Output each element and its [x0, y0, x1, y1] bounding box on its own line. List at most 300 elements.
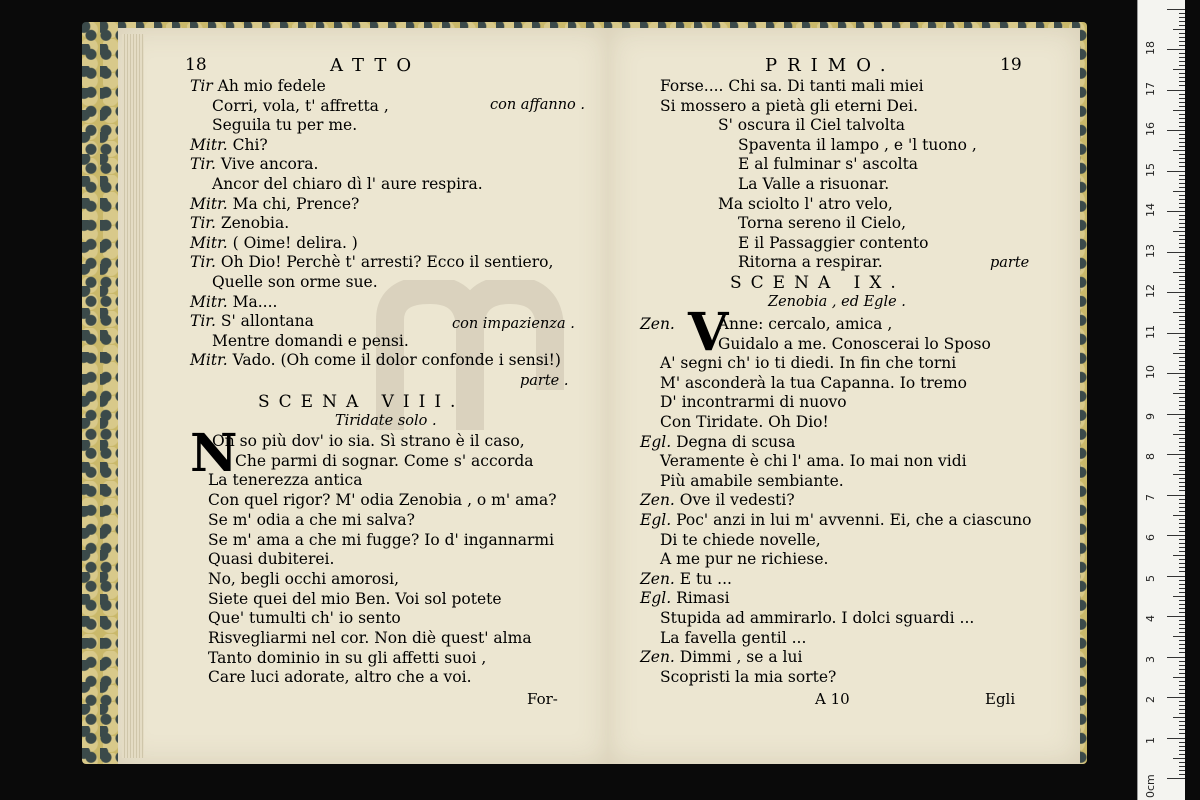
ruler-tick [1179, 377, 1185, 378]
ruler-tick [1167, 130, 1185, 131]
verse-line [190, 253, 553, 272]
ruler-tick [1179, 65, 1185, 66]
ruler-tick [1179, 774, 1185, 775]
ruler-tick [1179, 673, 1185, 674]
ruler-tick [1179, 175, 1185, 176]
ruler-tick [1179, 705, 1185, 706]
direction-parte: parte . [520, 373, 569, 389]
ruler-tick [1179, 418, 1185, 419]
ruler-tick [1179, 179, 1185, 180]
verse-line: S' oscura il Ciel talvolta [718, 116, 905, 135]
ruler-tick [1179, 199, 1185, 200]
ruler-tick [1179, 239, 1185, 240]
right-running-head: PRIMO. [765, 55, 896, 76]
ruler-tick [1179, 519, 1185, 520]
speaker-label: Mitr. [190, 292, 233, 311]
verse-line [660, 413, 829, 432]
ruler-tick [1167, 292, 1185, 293]
ruler-label: 18 [1144, 41, 1157, 55]
ruler-tick [1179, 733, 1185, 734]
ruler-tick [1167, 171, 1185, 172]
ruler-tick [1179, 689, 1185, 690]
ruler-tick [1179, 260, 1185, 261]
ruler-label: 1 [1144, 736, 1157, 744]
ruler-tick [1179, 701, 1185, 702]
ruler-tick [1167, 778, 1185, 779]
ruler-tick [1179, 328, 1185, 329]
verse-text: Degna di scusa [676, 432, 796, 451]
verse-text: Veramente è chi l' ama. Io mai non vidi [660, 452, 967, 471]
verse-text: Ove il vedesti? [679, 491, 795, 510]
ruler-tick [1179, 126, 1185, 127]
verse-line [640, 511, 1032, 530]
speaker-label: Mitr. [190, 135, 233, 154]
ruler-tick [1179, 308, 1185, 309]
ruler-label: 16 [1144, 122, 1157, 136]
verse-line: E al fulminar s' ascolta [738, 155, 919, 174]
ruler-tick [1179, 61, 1185, 62]
verse-text: Quelle son orme sue. [212, 273, 378, 291]
verse-line: Ma sciolto l' atro velo, [718, 194, 893, 213]
verse-line [190, 293, 277, 312]
ruler-tick [1179, 450, 1185, 451]
ruler-tick [1179, 106, 1185, 107]
verse-text: La favella gentil ... [660, 628, 807, 647]
verse-text: Seguila tu per me. [212, 116, 358, 135]
verse-text: Scopristi la mia sorte? [660, 667, 837, 686]
ruler-tick [1179, 458, 1185, 459]
ruler-label: 7 [1144, 493, 1157, 501]
ruler-label: 5 [1144, 574, 1157, 582]
ruler-tick [1179, 750, 1185, 751]
ruler-tick [1179, 138, 1185, 139]
ruler-tick [1179, 284, 1185, 285]
verse-line [212, 332, 409, 351]
speaker-label: Zen. [640, 315, 680, 333]
ruler-tick [1179, 118, 1185, 119]
ruler-tick [1179, 770, 1185, 771]
ruler-tick [1179, 567, 1185, 568]
ruler-tick [1179, 600, 1185, 601]
ruler-label: 14 [1144, 203, 1157, 217]
ruler-tick [1179, 462, 1185, 463]
speaker-label: Tir. [190, 214, 221, 233]
ruler-tick [1179, 547, 1185, 548]
ruler-tick [1179, 122, 1185, 123]
verse-line [190, 77, 326, 96]
verse-line: Care luci adorate, altro che a voi. [208, 668, 472, 687]
ruler-tick [1173, 150, 1185, 151]
verse-text: Con Tiridate. Oh Dio! [660, 413, 829, 431]
ruler-tick [1179, 503, 1185, 504]
verse-line [640, 433, 795, 452]
verse-line [190, 351, 561, 370]
ruler-tick [1179, 527, 1185, 528]
ruler-tick [1179, 490, 1185, 491]
verse-text: Guidalo a me. Conoscerai lo Sposo [718, 334, 991, 353]
ruler-tick [1179, 389, 1185, 390]
ruler-tick [1179, 345, 1185, 346]
ruler-tick [1179, 640, 1185, 641]
ruler-tick [1179, 73, 1185, 74]
ruler-tick [1173, 353, 1185, 354]
ruler-tick [1179, 754, 1185, 755]
ruler-tick [1179, 33, 1185, 34]
ruler-tick [1167, 211, 1185, 212]
verse-line [660, 452, 967, 471]
ruler-tick [1179, 588, 1185, 589]
verse-line [212, 116, 357, 135]
ruler-tick [1179, 742, 1185, 743]
ruler-tick [1179, 669, 1185, 670]
ruler-tick [1179, 146, 1185, 147]
ruler-label: 15 [1144, 162, 1157, 177]
ruler-tick [1179, 264, 1185, 265]
ruler-tick [1179, 276, 1185, 277]
right-catchword: Egli [985, 690, 1016, 708]
ruler-tick [1179, 422, 1185, 423]
ruler-tick [1173, 474, 1185, 475]
verse-line [640, 315, 892, 334]
speaker-label: Egl. [640, 432, 677, 451]
ruler-tick [1179, 709, 1185, 710]
left-running-head: ATTO [330, 55, 422, 76]
verse-text: Ma.... [232, 292, 278, 311]
direction-con-affanno: con affanno . [490, 97, 585, 113]
signature-mark: A 10 [815, 690, 850, 708]
speaker-label: Mitr. [190, 351, 233, 370]
ruler-tick [1179, 531, 1185, 532]
ruler-tick [1179, 685, 1185, 686]
verse-text: Vado. (Oh come il dolor confonde i sensi!) [232, 351, 561, 370]
verse-line [212, 175, 483, 194]
ruler-tick [1179, 539, 1185, 540]
ruler-tick [1179, 551, 1185, 552]
left-page-number: 18 [185, 55, 207, 75]
ruler-tick [1179, 77, 1185, 78]
verse-line [718, 335, 991, 354]
speaker-label: Tir. [190, 312, 221, 331]
ruler-tick [1179, 195, 1185, 196]
verse-line: Tanto dominio in su gli affetti suoi , [208, 648, 487, 667]
ruler-tick [1167, 49, 1185, 50]
ruler-tick [1179, 94, 1185, 95]
verse-line: La Valle a risuonar. [738, 175, 890, 193]
speaker-label: Mitr. [190, 194, 233, 213]
ruler-tick [1167, 576, 1185, 577]
ruler-tick [1179, 369, 1185, 370]
ruler-tick [1179, 304, 1185, 305]
ruler-tick [1179, 219, 1185, 220]
ruler-tick [1179, 166, 1185, 167]
ruler-tick [1179, 466, 1185, 467]
ruler-tick [1179, 316, 1185, 317]
verse-line [660, 609, 974, 628]
ruler-tick [1179, 45, 1185, 46]
ruler-tick [1179, 53, 1185, 54]
verse-line [640, 570, 732, 589]
ruler-tick [1173, 758, 1185, 759]
verse-line [660, 550, 828, 569]
ruler-tick [1179, 215, 1185, 216]
ruler-tick [1179, 438, 1185, 439]
verse-text: M' asconderà la tua Capanna. Io tremo [660, 373, 967, 392]
ruler-tick [1173, 717, 1185, 718]
speaker-label: Egl. [640, 511, 677, 529]
verse-text: Mentre domandi e pensi. [212, 331, 409, 350]
verse-line [660, 629, 806, 648]
verse-text: Ah mio fedele [217, 77, 326, 95]
ruler-label: 0cm [1144, 774, 1157, 798]
ruler-label: 12 [1144, 284, 1157, 298]
ruler-tick [1179, 17, 1185, 18]
ruler-tick [1179, 746, 1185, 747]
speaker-label: Zen. [640, 491, 680, 510]
ruler-tick [1179, 721, 1185, 722]
ruler-label: 13 [1144, 243, 1157, 258]
verse-line [212, 273, 378, 292]
ruler-tick [1179, 337, 1185, 338]
verse-line [660, 374, 967, 393]
speaker-label: Zen. [640, 569, 680, 588]
ruler-tick [1179, 381, 1185, 382]
ruler-tick [1167, 333, 1185, 334]
ruler-tick [1179, 235, 1185, 236]
ruler-tick [1179, 154, 1185, 155]
verse-line: Quasi dubiterei. [208, 550, 335, 569]
ruler-tick [1173, 677, 1185, 678]
verse-line [640, 648, 802, 667]
ruler-tick [1179, 612, 1185, 613]
ruler-tick [1173, 231, 1185, 232]
ruler-tick [1179, 142, 1185, 143]
ruler-tick [1179, 681, 1185, 682]
ruler-tick [1179, 203, 1185, 204]
ruler-tick [1179, 725, 1185, 726]
ruler-tick [1179, 357, 1185, 358]
ruler-tick [1167, 90, 1185, 91]
verse-line: On so più dov' io sia. Sì strano è il caso, [212, 432, 525, 450]
ruler-tick [1179, 608, 1185, 609]
ruler-tick [1173, 272, 1185, 273]
verse-line: Siete quei del mio Ben. Voi sol potete [208, 589, 502, 608]
ruler-tick [1179, 478, 1185, 479]
ruler-tick [1179, 632, 1185, 633]
ruler-tick [1173, 596, 1185, 597]
ruler-tick [1179, 134, 1185, 135]
left-catchword: For- [527, 690, 558, 708]
ruler-tick [1179, 426, 1185, 427]
speaker-label: Zen. [640, 648, 680, 667]
verse-line: No, begli occhi amorosi, [208, 569, 400, 588]
ruler-label: 2 [1144, 696, 1157, 703]
ruler-tick [1173, 191, 1185, 192]
ruler-tick [1167, 738, 1185, 739]
ruler-tick [1179, 624, 1185, 625]
ruler-label: 9 [1144, 412, 1157, 420]
verse-line [190, 155, 318, 174]
ruler-tick [1179, 442, 1185, 443]
verse-text: Ancor del chiaro dì l' aure respira. [212, 175, 483, 193]
ruler-tick [1179, 85, 1185, 86]
verse-line: Ritorna a respirar. [738, 253, 883, 272]
verse-text: E tu ... [679, 569, 732, 588]
direction-parte-right: parte [990, 255, 1030, 271]
verse-line [190, 136, 268, 155]
ruler-label: 3 [1144, 655, 1157, 663]
ruler-tick [1179, 162, 1185, 163]
verse-line: Forse.... Chi sa. Di tanti mali miei [660, 77, 924, 95]
ruler-tick [1179, 644, 1185, 645]
ruler-tick [1179, 361, 1185, 362]
ruler-tick [1179, 604, 1185, 605]
ruler-tick [1173, 312, 1185, 313]
verse-line [660, 668, 836, 687]
ruler-tick [1179, 280, 1185, 281]
ruler-tick [1179, 268, 1185, 269]
ruler-tick [1179, 183, 1185, 184]
ruler-tick [1167, 495, 1185, 496]
verse-line [660, 472, 844, 491]
verse-line: Que' tumulti ch' io sento [208, 609, 401, 628]
verse-line [660, 393, 847, 412]
verse-text: Di te chiede novelle, [660, 530, 821, 549]
ruler-tick [1179, 25, 1185, 26]
ruler-tick [1179, 37, 1185, 38]
verse-line: Che parmi di sognar. Come s' accorda [235, 451, 534, 470]
speaker-label: Tir. [190, 155, 221, 174]
scene-ix-subtitle: Zenobia , ed Egle . [768, 294, 906, 310]
verse-line: E il Passaggier contento [738, 233, 929, 252]
measurement-ruler [1137, 0, 1185, 800]
ruler-tick [1179, 652, 1185, 653]
ruler-tick [1179, 81, 1185, 82]
right-page-number: 19 [1000, 55, 1022, 75]
ruler-tick [1173, 515, 1185, 516]
verse-line [190, 234, 358, 253]
ruler-tick [1179, 365, 1185, 366]
ruler-tick [1179, 648, 1185, 649]
ruler-label: 11 [1144, 324, 1157, 339]
ruler-tick [1179, 405, 1185, 406]
verse-line: Si mossero a pietà gli eterni Dei. [660, 96, 918, 115]
ruler-tick [1173, 69, 1185, 70]
verse-line [640, 589, 730, 608]
ruler-tick [1173, 29, 1185, 30]
ruler-tick [1179, 256, 1185, 257]
verse-text: Vive ancora. [220, 155, 319, 174]
ruler-tick [1167, 252, 1185, 253]
ruler-label: 6 [1144, 534, 1157, 541]
ruler-tick [1179, 511, 1185, 512]
verse-text: A' segni ch' io ti diedi. In fin che torni [660, 354, 957, 373]
ruler-tick [1179, 665, 1185, 666]
ruler-tick [1173, 555, 1185, 556]
ruler-tick [1179, 227, 1185, 228]
verse-text: Corri, vola, t' affretta , [212, 96, 389, 115]
speaker-label: Egl. [640, 589, 677, 608]
verse-text: Oh Dio! Perchè t' arresti? Ecco il sentiero, [220, 253, 554, 272]
ruler-tick [1179, 446, 1185, 447]
scene-ix-title: SCENA IX. [730, 273, 905, 293]
page-edges [122, 34, 144, 758]
ruler-tick [1179, 320, 1185, 321]
verse-text: Ma chi, Prence? [232, 194, 360, 213]
ruler-tick [1173, 434, 1185, 435]
verse-line [212, 97, 389, 116]
verse-text: Stupida ad ammirarlo. I dolci sguardi ... [660, 609, 975, 627]
verse-line: Spaventa il lampo , e 'l tuono , [738, 135, 977, 154]
ruler-tick [1179, 13, 1185, 14]
verse-line: Con quel rigor? M' odia Zenobia , o m' ama? [208, 491, 557, 510]
ruler-tick [1173, 110, 1185, 111]
ruler-tick [1167, 657, 1185, 658]
ruler-tick [1179, 324, 1185, 325]
ruler-tick [1179, 341, 1185, 342]
ruler-tick [1179, 114, 1185, 115]
verse-text: Poc' anzi in lui m' avvenni. Ei, che a ciascuno [676, 511, 1032, 529]
ruler-tick [1179, 296, 1185, 297]
verse-line: Risvegliarmi nel cor. Non diè quest' alma [208, 629, 532, 647]
ruler-tick [1179, 580, 1185, 581]
ruler-tick [1179, 482, 1185, 483]
ruler-tick [1179, 470, 1185, 471]
ruler-tick [1179, 21, 1185, 22]
verse-text: Rimasi [676, 589, 730, 608]
dropcap-v: V [688, 302, 729, 363]
ruler-tick [1179, 729, 1185, 730]
verse-line: Se m' ama a che mi fugge? Io d' ingannarmi [208, 530, 555, 549]
ruler-tick [1179, 223, 1185, 224]
ruler-tick [1167, 697, 1185, 698]
ruler-tick [1179, 349, 1185, 350]
ruler-tick [1179, 401, 1185, 402]
ruler-tick [1179, 563, 1185, 564]
ruler-label: 8 [1144, 453, 1157, 460]
dropcap-n: N [190, 423, 238, 484]
ruler-tick [1173, 636, 1185, 637]
ruler-tick [1179, 543, 1185, 544]
ruler-tick [1179, 385, 1185, 386]
ruler-tick [1179, 499, 1185, 500]
ruler-label: 10 [1144, 365, 1157, 379]
verse-text: Più amabile sembiante. [660, 471, 844, 490]
ruler-tick [1179, 247, 1185, 248]
ruler-label: 4 [1144, 615, 1157, 622]
verse-text: ( Oime! delira. ) [232, 233, 358, 252]
ruler-tick [1167, 373, 1185, 374]
ruler-tick [1179, 102, 1185, 103]
ruler-tick [1179, 430, 1185, 431]
ruler-tick [1179, 762, 1185, 763]
ruler-tick [1167, 414, 1185, 415]
verse-text: Chi? [232, 135, 268, 154]
verse-line [190, 195, 359, 214]
verse-line [660, 354, 956, 373]
verse-line: Se m' odia a che mi salva? [208, 510, 415, 529]
ruler-label: 17 [1144, 81, 1157, 96]
ruler-tick [1179, 713, 1185, 714]
ruler-tick [1179, 571, 1185, 572]
ruler-tick [1179, 559, 1185, 560]
ruler-tick [1179, 628, 1185, 629]
verse-line [660, 531, 821, 550]
ruler-tick [1167, 454, 1185, 455]
verse-line [640, 491, 795, 510]
ruler-tick [1179, 661, 1185, 662]
scene-viii-title: SCENA VIII. [258, 392, 465, 412]
verse-text: S' allontana [220, 312, 314, 331]
